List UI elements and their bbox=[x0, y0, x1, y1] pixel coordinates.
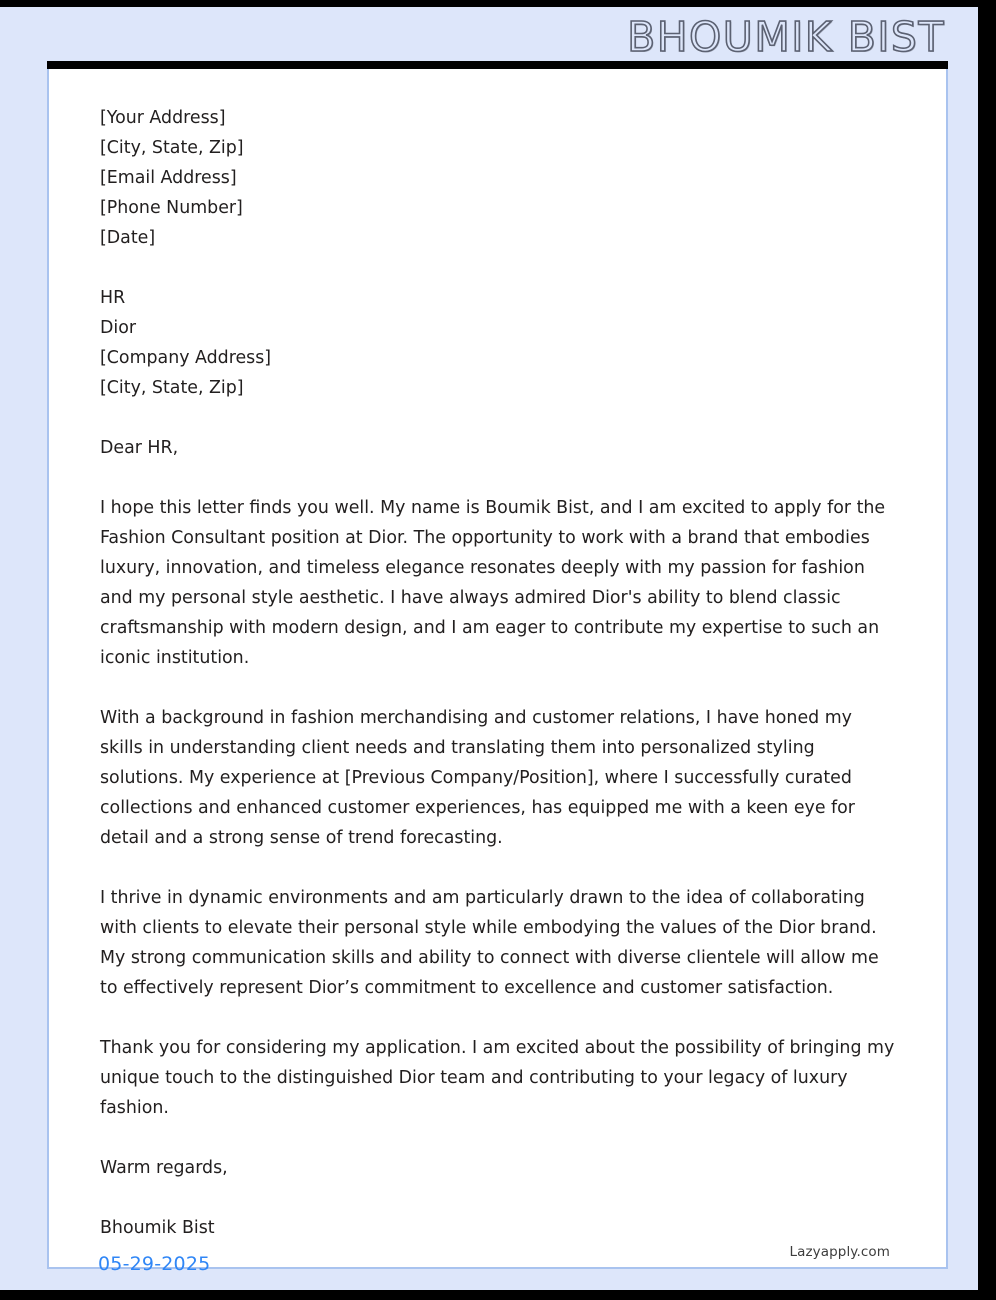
salutation: Dear HR, bbox=[100, 438, 179, 458]
body-paragraph: I thrive in dynamic environments and am particularly drawn to the idea of collaborating with clients to elevate their personal style while embodying the values of the Dior brand. My strong communication skills and ability to connect with diverse clientele will allow me to effectively represent Dior’s commitment to excellence and customer satisfaction. bbox=[100, 888, 879, 998]
sender-address-line: [Your Address] bbox=[100, 108, 226, 128]
sender-address-line: [Email Address] bbox=[100, 168, 237, 188]
body-paragraph: With a background in fashion merchandising and customer relations, I have honed my skills in understanding client needs and translating them into personalized styling solutions. My experience at [Previous Company/Position], where I successfully curated collections and enhanced customer experiences, has equipped me with a keen eye for detail and a strong sense of trend forecasting. bbox=[100, 708, 855, 848]
recipient-address-line: Dior bbox=[100, 318, 137, 338]
sign-off: Warm regards, bbox=[100, 1158, 228, 1178]
sender-address-line: [City, State, Zip] bbox=[100, 138, 244, 158]
cover-letter-sheet bbox=[47, 69, 948, 1269]
lazyapply-watermark: Lazyapply.com bbox=[789, 1244, 890, 1260]
recipient-address-line: HR bbox=[100, 288, 126, 308]
recipient-address-block bbox=[100, 283, 900, 403]
page-title: BHOUMIK BIST bbox=[627, 13, 945, 61]
header-divider-rule bbox=[47, 61, 948, 69]
signature-name: Bhoumik Bist bbox=[100, 1218, 215, 1238]
body-paragraph: I hope this letter finds you well. My name is Boumik Bist, and I am excited to apply for the Fashion Consultant position at Dior. The opportunity to work with a brand that embodies luxury, innovation, and timeless elegance resonates deeply with my passion for fashion and my personal style aesthetic. I have always admired Dior's ability to blend classic craftsmanship with modern design, and I am eager to contribute my expertise to such an iconic institution. bbox=[100, 498, 886, 668]
document-header bbox=[0, 14, 978, 61]
recipient-address-line: [City, State, Zip] bbox=[100, 378, 244, 398]
sender-address-block bbox=[100, 103, 900, 253]
generated-date: 05-29-2025 bbox=[98, 1253, 211, 1275]
sender-address-line: [Phone Number] bbox=[100, 198, 243, 218]
sender-address-line: [Date] bbox=[100, 228, 156, 248]
body-paragraph: Thank you for considering my application. I am excited about the possibility of bringing my unique touch to the distinguished Dior team and contributing to your legacy of luxury fashion. bbox=[100, 1038, 895, 1118]
recipient-address-line: [Company Address] bbox=[100, 348, 272, 368]
cover-letter-body bbox=[100, 103, 900, 1243]
